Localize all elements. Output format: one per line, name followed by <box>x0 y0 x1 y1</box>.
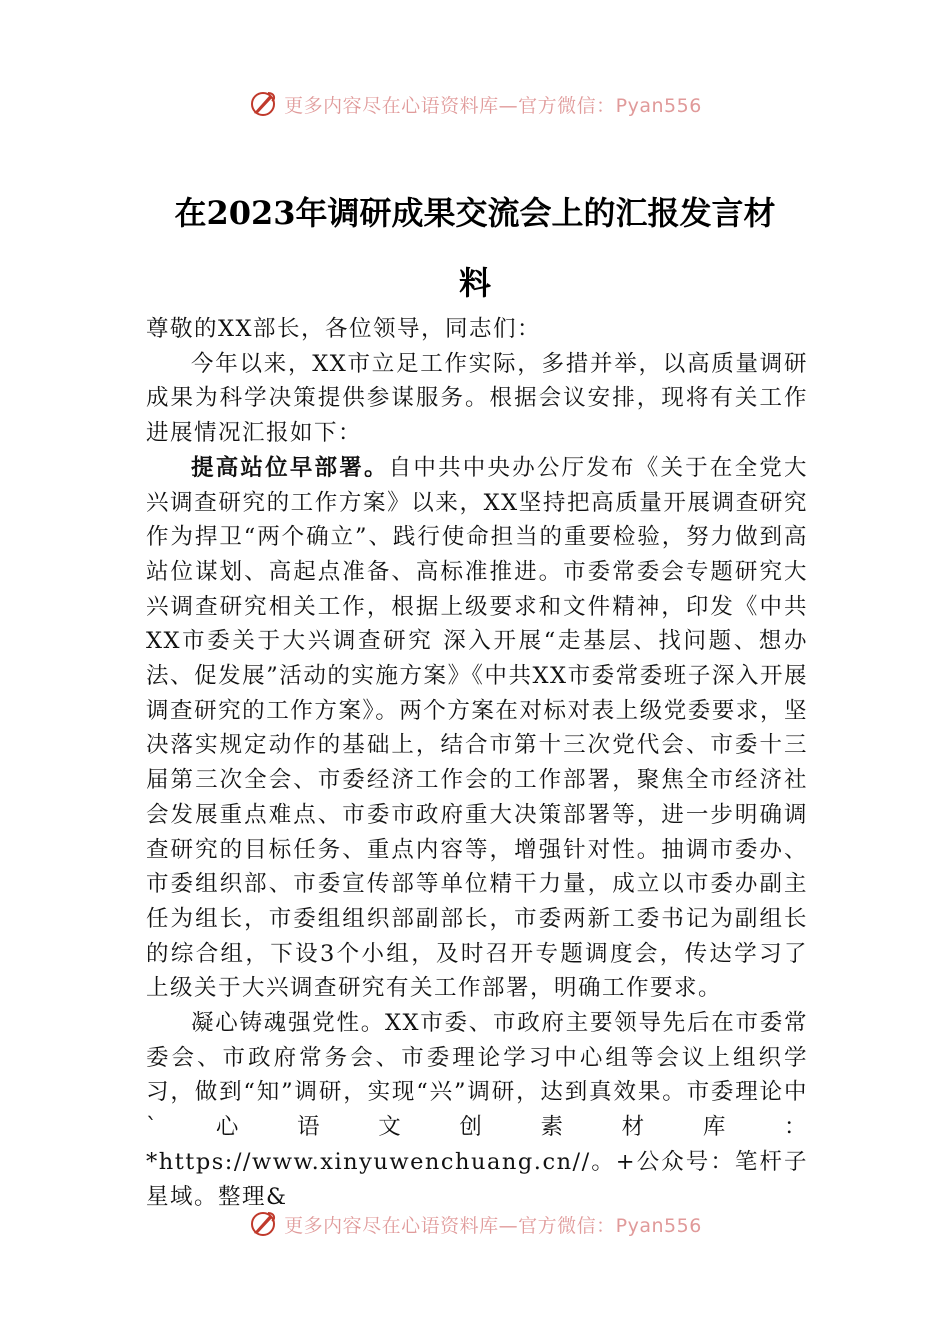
paragraph-intro: 今年以来，XX市立足工作实际，多措并举，以高质量调研成果为科学决策提供参谋服务。根据会议安排，现将有关工作进展情况汇报如下： <box>146 350 808 447</box>
paragraph-party-spirit-heading: 凝心铸魂强党性。 <box>191 1010 385 1037</box>
paragraph-party-spirit-text: XX市委、市政府主要领导先后在市委常委会、市政府常务会、市委理论学习中心组等会议上组织学习，做到“知”调研，实现“兴”调研，达到真效果。市委理论中`心语文创素材库：*https://www.xinyuwenchuang.cn//。+公众号：笔杆子星域。整理& <box>146 1010 808 1210</box>
document-title-line-2: 料 <box>458 264 491 302</box>
paragraph-deployment-heading: 提高站位早部署。 <box>191 454 389 481</box>
paragraph-deployment-text: 自中共中央办公厅发布《关于在全党大兴调查研究的工作方案》以来，XX坚持把高质量开展调查研究作为捍卫“两个确立”、践行使命担当的重要检验，努力做到高站位谋划、高起点准备、高标准推进。市委常委会专题研究大兴调查研究相关工作，根据上级要求和文件精神，印发《中共XX市委关于大兴调查研究 深入开展“走基层、找问题、想办法、促发展”活动的实施方案》《中共XX市委常委班子深入开展调查研究的工作方案》。两个方案在对标对表上级党委要求，坚决落实规定动作的基础上，结合市第十三次党代会、市委十三届第三次全会、市委经济工作会的工作部署，聚焦全市经济社会发展重点难点、市委市政府重大决策部署等，进一步明确调查研究的目标任务、重点内容等，增强针对性。抽调市委办、市委组织部、市委宣传部等单位精干力量，成立以市委办副主任为组长，市委组组织部副部长，市委两新工委书记为副组长的综合组，下设3个小组，及时召开专题调度会，传达学习了上级关于大兴调查研究有关工作部署，明确工作要求。 <box>146 454 808 1002</box>
watermark-text: 更多内容尽在心语资料库—官方微信：Pyan556 <box>284 94 702 117</box>
watermark-text: 更多内容尽在心语资料库—官方微信：Pyan556 <box>284 1214 702 1237</box>
quill-logo-icon <box>248 1209 278 1239</box>
document-body <box>146 312 808 1214</box>
document-title-line-1: 在2023年调研成果交流会上的汇报发言材 <box>174 194 776 232</box>
salutation: 尊敬的XX部长，各位领导，同志们： <box>146 316 542 342</box>
paragraph-deployment <box>146 451 808 1006</box>
watermark-header <box>0 88 950 120</box>
paragraph-party-spirit <box>146 1006 808 1214</box>
quill-logo-icon <box>248 89 278 119</box>
watermark-footer <box>0 1208 950 1240</box>
